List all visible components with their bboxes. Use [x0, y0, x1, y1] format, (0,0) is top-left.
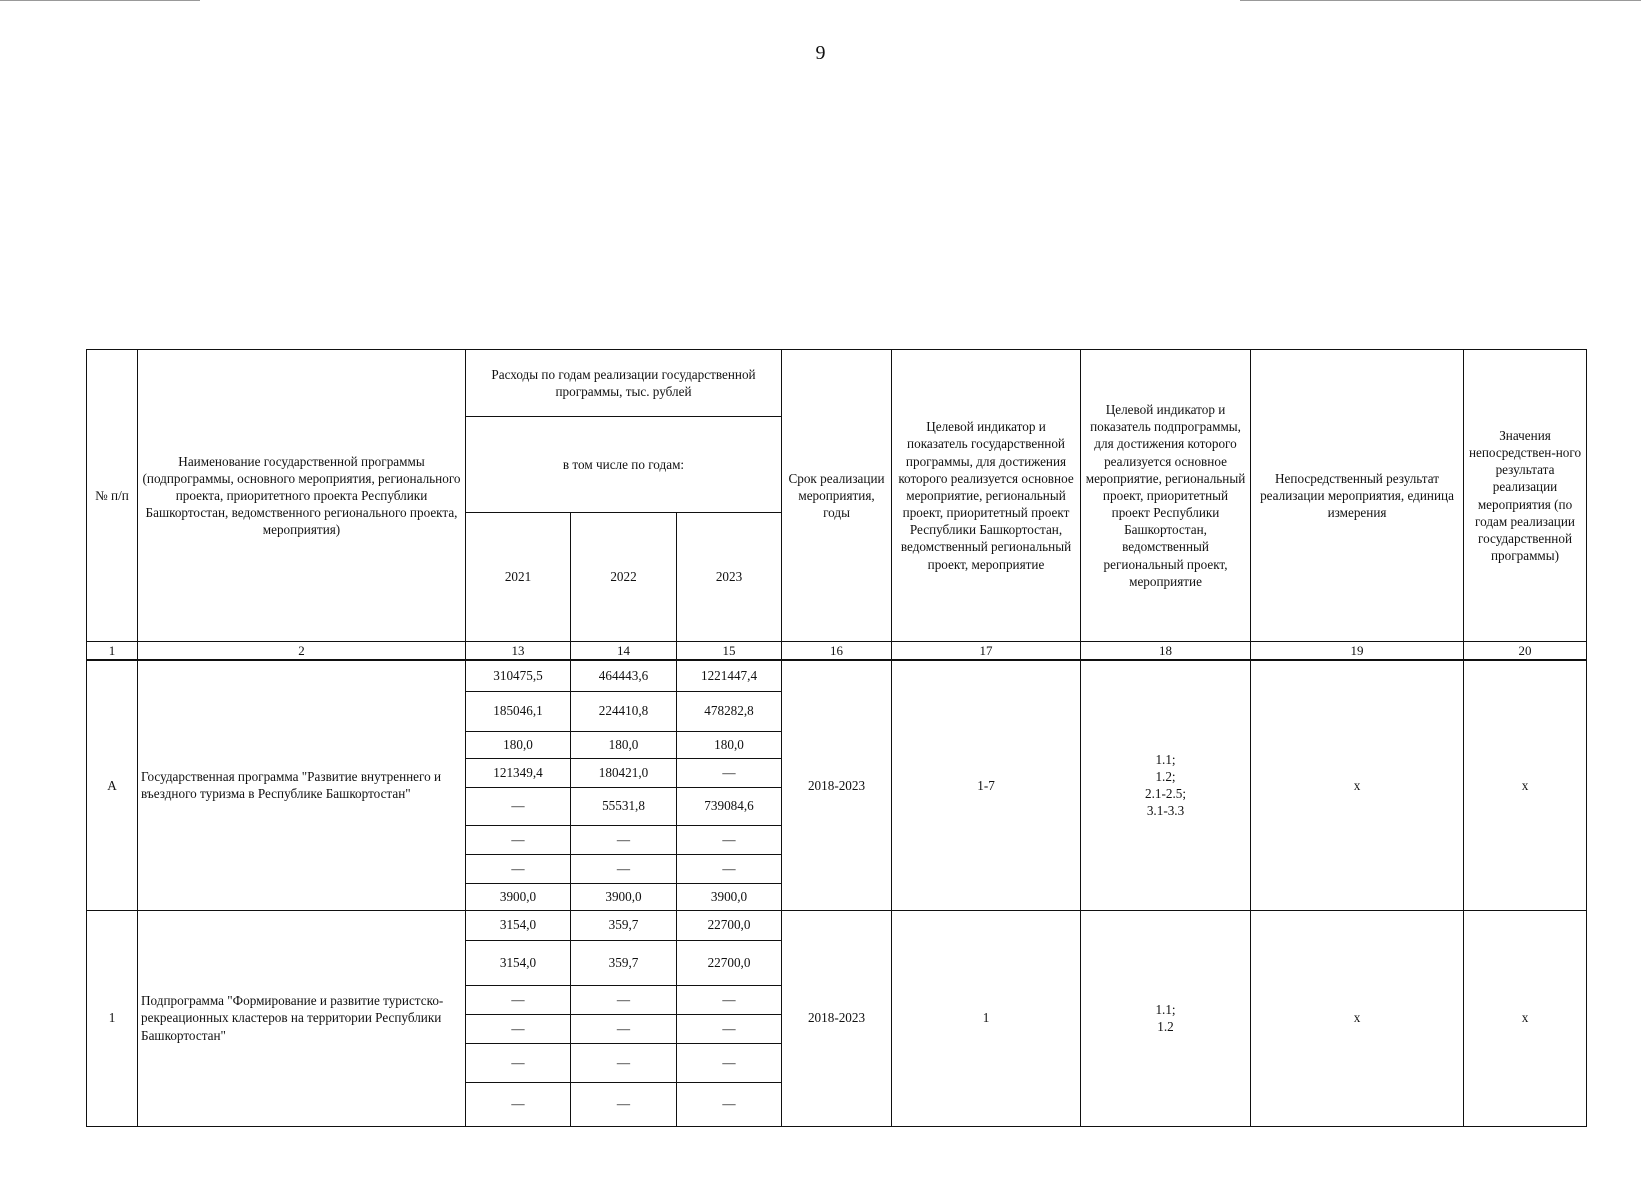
value-cell: — — [571, 1043, 677, 1082]
column-number: 2 — [138, 642, 466, 661]
table-row — [87, 660, 1587, 691]
value-cell: 180,0 — [466, 731, 571, 758]
column-number: 13 — [466, 642, 571, 661]
value-cell: — — [677, 758, 782, 787]
value-cell: — — [466, 1043, 571, 1082]
value-cell: — — [466, 1082, 571, 1126]
value-cell: 55531,8 — [571, 787, 677, 825]
value-cell: 3154,0 — [466, 940, 571, 985]
row-result-values: х — [1464, 910, 1587, 1126]
value-cell: 739084,6 — [677, 787, 782, 825]
value-cell: 121349,4 — [466, 758, 571, 787]
row-name: Подпрограмма "Формирование и развитие туристско-рекреационных кластеров на территории Республики Башкортостан" — [138, 910, 466, 1126]
row-result: х — [1251, 910, 1464, 1126]
indicator-line: 1.1; — [1155, 751, 1176, 767]
value-cell: 310475,5 — [466, 660, 571, 691]
header-name: Наименование государственной программы (подпрограммы, основного мероприятия, регионального проекта, приоритетного проекта Республики Башкортостан, ведомственного регионального проекта, мероприятия) — [138, 350, 466, 642]
header-result-values: Значения непосредствен-ного результата реализации мероприятия (по годам реализации государственной программы) — [1464, 350, 1587, 642]
value-cell: — — [677, 1014, 782, 1043]
value-cell: — — [571, 825, 677, 854]
row-name: Государственная программа "Развитие внутреннего и въездного туризма в Республике Башкортостан" — [138, 660, 466, 910]
row-indicator-subprogram — [1081, 660, 1251, 910]
header-term: Срок реализации мероприятия, годы — [782, 350, 892, 642]
header-expenses: Расходы по годам реализации государственной программы, тыс. рублей — [466, 350, 782, 417]
value-cell: — — [466, 985, 571, 1014]
row-result: х — [1251, 660, 1464, 910]
indicator-line: 1.1; — [1155, 1001, 1176, 1017]
value-cell: — — [571, 854, 677, 883]
header-year: 2022 — [571, 513, 677, 642]
value-cell: — — [466, 1014, 571, 1043]
row-term: 2018-2023 — [782, 910, 892, 1126]
value-cell: — — [571, 1082, 677, 1126]
row-indicator-program: 1 — [892, 910, 1081, 1126]
row-term: 2018-2023 — [782, 660, 892, 910]
column-number: 20 — [1464, 642, 1587, 661]
value-cell: 1221447,4 — [677, 660, 782, 691]
row-result-values: х — [1464, 660, 1587, 910]
value-cell: 180,0 — [571, 731, 677, 758]
row-number: А — [87, 660, 138, 910]
indicator-line: 2.1-2.5; — [1145, 786, 1187, 802]
value-cell: — — [466, 787, 571, 825]
value-cell: — — [677, 1043, 782, 1082]
header-year: 2021 — [466, 513, 571, 642]
indicator-line: 3.1-3.3 — [1146, 803, 1185, 819]
value-cell: — — [677, 825, 782, 854]
value-cell: — — [677, 985, 782, 1014]
header-year: 2023 — [677, 513, 782, 642]
program-table — [86, 349, 1587, 1127]
value-cell: 22700,0 — [677, 940, 782, 985]
indicator-line: 1.2; — [1155, 769, 1176, 785]
value-cell: — — [571, 1014, 677, 1043]
header-by-years: в том числе по годам: — [466, 417, 782, 513]
value-cell: — — [466, 825, 571, 854]
value-cell: 180,0 — [677, 731, 782, 758]
header-indicator-subprogram: Целевой индикатор и показатель подпрограммы, для достижения которого реализуется основное мероприятие, региональный проект, приоритетный проект Республики Башкортостан, ведомственный региональный проект, мероприятие — [1081, 350, 1251, 642]
value-cell: 224410,8 — [571, 691, 677, 731]
value-cell: — — [571, 985, 677, 1014]
column-number: 16 — [782, 642, 892, 661]
column-number: 18 — [1081, 642, 1251, 661]
header-indicator-program: Целевой индикатор и показатель государственной программы, для достижения которого реализуется основное мероприятие, региональный проект, приоритетный проект Республики Башкортостан, ведомственный региональный проект, мероприятие — [892, 350, 1081, 642]
header-result: Непосредственный результат реализации мероприятия, единица измерения — [1251, 350, 1464, 642]
column-number: 1 — [87, 642, 138, 661]
value-cell: 3900,0 — [466, 883, 571, 910]
row-number: 1 — [87, 910, 138, 1126]
header-num: № п/п — [87, 350, 138, 642]
scan-edge-line — [0, 0, 200, 1]
value-cell: 3900,0 — [571, 883, 677, 910]
column-number: 14 — [571, 642, 677, 661]
value-cell: — — [677, 1082, 782, 1126]
page-number: 9 — [815, 42, 826, 64]
value-cell: 180421,0 — [571, 758, 677, 787]
scan-edge-line — [1240, 0, 1641, 1]
row-indicator-subprogram — [1081, 910, 1251, 1126]
row-indicator-program: 1-7 — [892, 660, 1081, 910]
value-cell: 3900,0 — [677, 883, 782, 910]
value-cell: — — [677, 854, 782, 883]
column-number: 17 — [892, 642, 1081, 661]
table-row — [87, 910, 1587, 940]
value-cell: 359,7 — [571, 910, 677, 940]
column-number: 15 — [677, 642, 782, 661]
value-cell: 478282,8 — [677, 691, 782, 731]
indicator-line: 1.2 — [1157, 1019, 1174, 1034]
value-cell: 464443,6 — [571, 660, 677, 691]
column-number: 19 — [1251, 642, 1464, 661]
value-cell: 3154,0 — [466, 910, 571, 940]
value-cell: 359,7 — [571, 940, 677, 985]
value-cell: — — [466, 854, 571, 883]
value-cell: 22700,0 — [677, 910, 782, 940]
value-cell: 185046,1 — [466, 691, 571, 731]
